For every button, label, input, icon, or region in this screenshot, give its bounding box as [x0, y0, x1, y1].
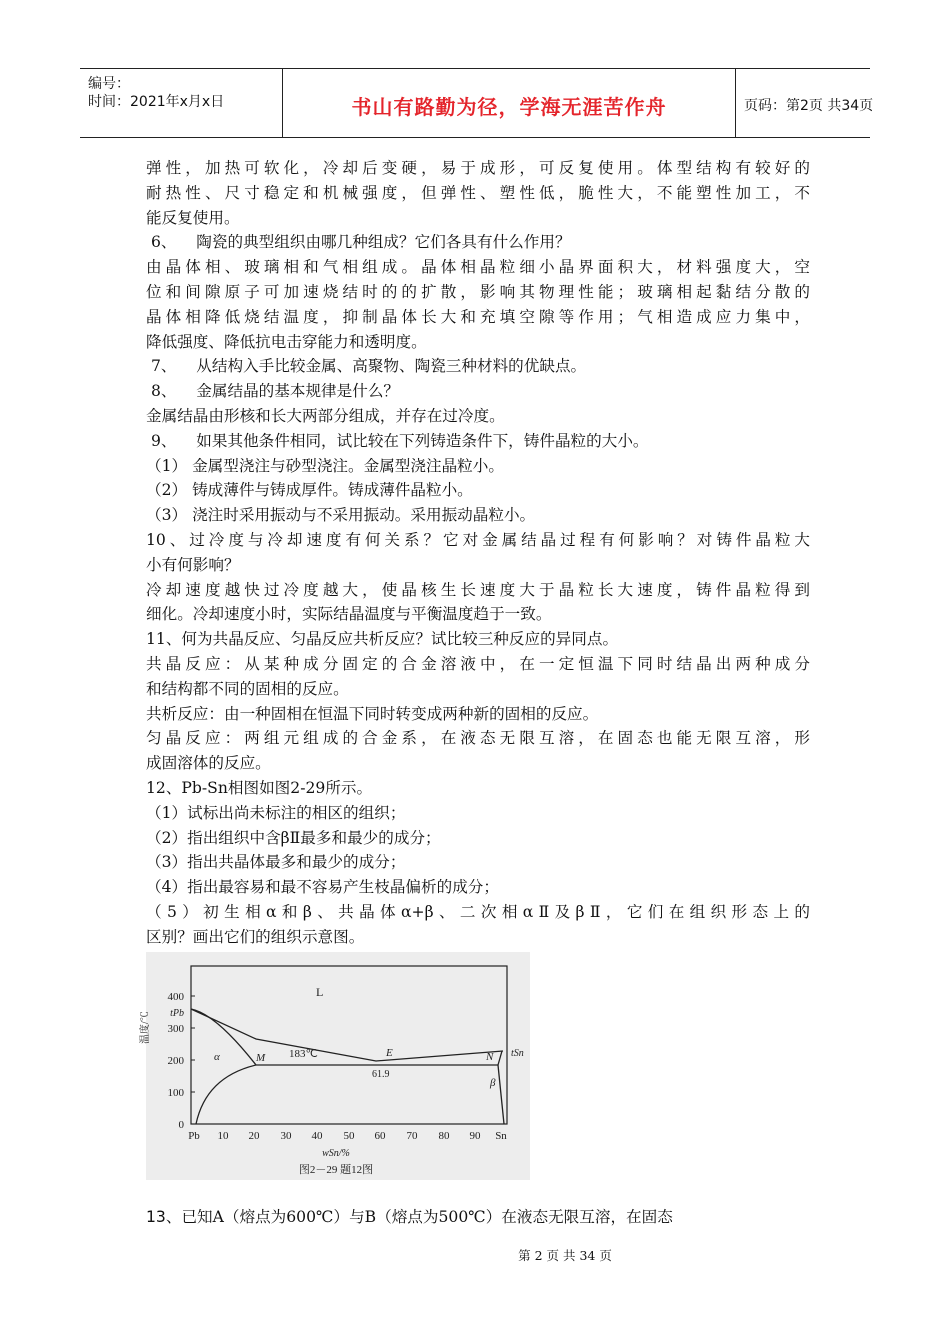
label-m: M: [256, 1052, 266, 1064]
text-line: 冷却速度越快过冷度越大，使晶核生长速度大于晶粒长大速度，铸件晶粒得到: [146, 580, 810, 599]
solidus-alpha: [191, 1009, 256, 1065]
solvus-beta: [498, 1065, 504, 1124]
header-time: 时间：2021年x月x日: [88, 94, 225, 110]
text-line: 金属结晶由形核和长大两部分组成，并存在过冷度。: [146, 406, 505, 425]
solvus-alpha: [196, 1065, 256, 1124]
question-13-text: 、已知A（熔点为600℃）与B（熔点为500℃）在液态无限互溶，在固态: [165, 1208, 673, 1226]
tpb-label: tPb: [170, 1008, 184, 1019]
y-tick: 200: [167, 1055, 184, 1067]
x-tick: 40: [311, 1130, 323, 1142]
header-info: [80, 69, 283, 137]
question-6: 6、 陶瓷的典型组织由哪几种组成？它们各具有什么作用？: [146, 233, 571, 252]
label-n: N: [486, 1051, 494, 1063]
label-alpha: α: [214, 1051, 220, 1063]
phase-diagram-figure: [140, 952, 530, 1180]
y-axis-label: 温度/℃: [140, 1011, 151, 1044]
solidus-beta: [498, 1051, 502, 1065]
y-tick: 400: [167, 991, 184, 1003]
text-line: 耐热性、尺寸稳定和机械强度，但弹性、塑性低，脆性大，不能塑性加工，不: [146, 183, 810, 202]
text-line: 匀晶反应：两组元组成的合金系，在液态无限互溶，在固态也能无限互溶，形: [146, 729, 810, 748]
text-line: 和结构都不同的固相的反应。: [146, 679, 349, 698]
x-tick: 10: [217, 1130, 229, 1142]
x-tick: 60: [374, 1130, 386, 1142]
text-line: （1） 金属型浇注与砂型浇注。金属型浇注晶粒小。: [146, 456, 504, 475]
document-body: [146, 156, 810, 950]
liquidus-line: [191, 1009, 503, 1061]
text-line: 成固溶体的反应。: [146, 754, 271, 773]
label-eutectic-temp: 183℃: [289, 1048, 318, 1060]
text-line: （5）初生相α和β、共晶体α+β、二次相αⅡ及βⅡ，它们在组织形态上的: [146, 902, 810, 921]
label-e-value: 61.9: [372, 1069, 390, 1080]
phase-diagram: [140, 952, 530, 1180]
text-line: （2）指出组织中含βⅡ最多和最少的成分；: [146, 828, 441, 847]
text-line: 区别？画出它们的组织示意图。: [146, 927, 365, 946]
header-page: 页码：第2页 共34页: [744, 98, 874, 114]
x-axis-label: wSn/%: [322, 1148, 350, 1159]
text-line: 共晶反应：从某种成分固定的合金溶液中，在一定恒温下同时结晶出两种成分: [146, 654, 810, 673]
text-line: （3）指出共晶体最多和最少的成分；: [146, 853, 406, 872]
x-tick: 30: [280, 1130, 292, 1142]
header-motto: 书山有路勤为径，学海无涯苦作舟: [351, 95, 667, 119]
text-line: 位和间隙原子可加速烧结时的的扩散，影响其物理性能；玻璃相起黏结分散的: [146, 282, 810, 301]
text-line: 降低强度、降低抗电击穿能力和透明度。: [146, 332, 427, 351]
x-tick: 20: [248, 1130, 260, 1142]
x-tick: Pb: [188, 1130, 200, 1142]
label-e: E: [386, 1047, 393, 1059]
question-9: 9、 如果其他条件相同，试比较在下列铸造条件下，铸件晶粒的大小。: [146, 431, 649, 450]
question-12: 12、Pb-Sn相图如图2-29所示。: [146, 778, 373, 797]
tsn-label: tSn: [511, 1048, 524, 1059]
question-13: [146, 1205, 810, 1227]
x-tick: 70: [406, 1130, 418, 1142]
question-8: 8、 金属结晶的基本规律是什么？: [146, 382, 400, 401]
figure-caption: 图2－29 题12图: [298, 1164, 374, 1176]
y-tick: 100: [167, 1087, 184, 1099]
question-10: 10、过冷度与冷却速度有何关系？它对金属结晶过程有何影响？对铸件晶粒大: [146, 530, 810, 549]
page-header: [80, 68, 874, 138]
header-page-cell: [736, 69, 874, 137]
label-liquid: L: [316, 985, 324, 999]
header-motto-cell: [283, 69, 736, 137]
text-line: 能反复使用。: [146, 208, 240, 227]
text-line: （4）指出最容易和最不容易产生枝晶偏析的成分；: [146, 878, 499, 897]
text-line: 细化。冷却速度小时，实际结晶温度与平衡温度趋于一致。: [146, 605, 552, 624]
text-line: 晶体相降低烧结温度，抑制晶体长大和充填空隙等作用；气相造成应力集中，: [146, 307, 810, 326]
label-beta: β: [490, 1077, 496, 1089]
text-line: 小有何影响？: [146, 555, 240, 574]
phase-boundaries: [191, 1009, 504, 1124]
text-line: （2） 铸成薄件与铸成厚件。铸成薄件晶粒小。: [146, 481, 473, 500]
page-footer: 第 2 页 共 34 页: [518, 1248, 612, 1263]
text-line: （1）试标出尚未标注的相区的组织；: [146, 803, 406, 822]
question-7: 7、 从结构入手比较金属、高聚物、陶瓷三种材料的优缺点。: [146, 357, 587, 376]
text-line: 共析反应：由一种固相在恒温下同时转变成两种新的固相的反应。: [146, 704, 599, 723]
header-number: 编号：: [88, 76, 130, 92]
x-tick: 90: [469, 1130, 481, 1142]
y-tick: 0: [178, 1119, 184, 1131]
y-tick: 300: [167, 1023, 184, 1035]
x-tick: Sn: [495, 1130, 507, 1142]
x-tick: 50: [343, 1130, 355, 1142]
text-line: （3） 浇注时采用振动与不采用振动。采用振动晶粒小。: [146, 506, 536, 525]
x-axis: [188, 1130, 507, 1142]
text-line: 由晶体相、玻璃相和气相组成。晶体相晶粒细小晶界面积大，材料强度大，空: [146, 258, 810, 277]
text-line: 弹性，加热可软化，冷却后变硬，易于成形，可反复使用。体型结构有较好的: [146, 159, 810, 177]
question-11: 11、何为共晶反应、匀晶反应共析反应？试比较三种反应的异同点。: [146, 630, 619, 649]
x-tick: 80: [438, 1130, 450, 1142]
plot-frame: [191, 966, 507, 1124]
question-13-number: 13: [146, 1208, 166, 1226]
